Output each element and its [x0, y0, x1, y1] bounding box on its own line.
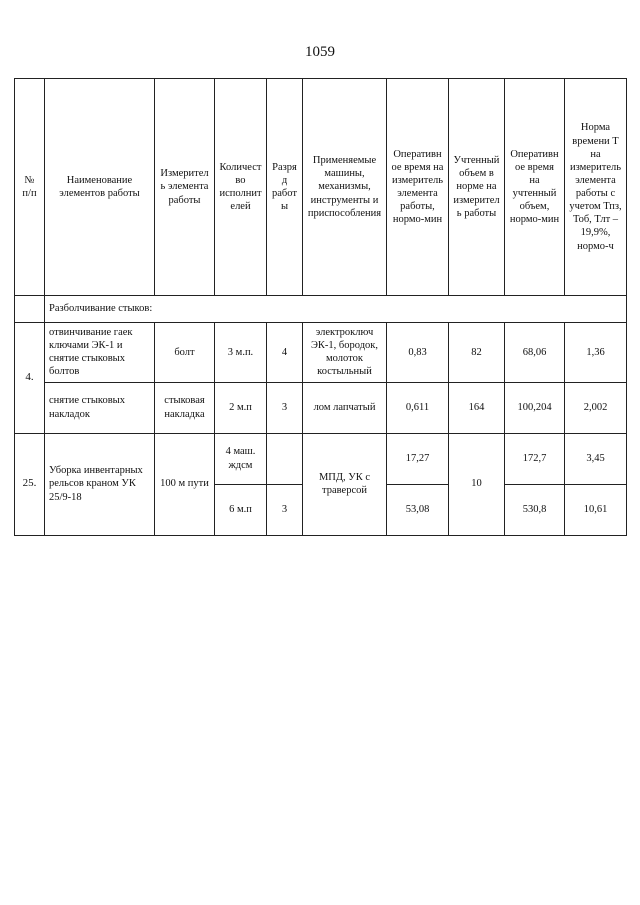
cell-op-time-volume: 172,7	[505, 433, 565, 484]
section-label: Разболчивание стыков:	[45, 296, 627, 323]
cell-machines: МПД, УК с траверсой	[303, 433, 387, 535]
cell-machines: электроключ ЭК-1, бородок, молоток костыльный	[303, 323, 387, 383]
cell-volume: 10	[449, 433, 505, 535]
header-machines: Применяемые машины, механизмы, инструменты и приспособления	[303, 79, 387, 296]
cell-op-time: 0,611	[387, 382, 449, 433]
section-row	[15, 296, 627, 323]
cell-op-time: 17,27	[387, 433, 449, 484]
header-op-time-volume: Оперативное время на учтенный объем, нормо-мин	[505, 79, 565, 296]
cell-name: снятие стыковых накладок	[45, 382, 155, 433]
cell-op-time-volume: 100,204	[505, 382, 565, 433]
page-number: 1059	[305, 44, 335, 60]
cell-grade: 4	[267, 323, 303, 383]
section-num-cell	[15, 296, 45, 323]
cell-op-time: 0,83	[387, 323, 449, 383]
header-name: Наименование элементов работы	[45, 79, 155, 296]
header-unit: Измеритель элемента работы	[155, 79, 215, 296]
cell-op-time-volume: 530,8	[505, 484, 565, 535]
table-row	[15, 323, 627, 383]
header-num: № п/п	[15, 79, 45, 296]
cell-workers: 2 м.п	[215, 382, 267, 433]
cell-num: 25.	[15, 433, 45, 535]
cell-unit: 100 м пути	[155, 433, 215, 535]
header-op-time: Оперативное время на измеритель элемента работы, нормо-мин	[387, 79, 449, 296]
cell-machines: лом лапчатый	[303, 382, 387, 433]
cell-volume: 82	[449, 323, 505, 383]
cell-grade: 3	[267, 382, 303, 433]
header-row	[15, 79, 627, 296]
cell-workers: 3 м.п.	[215, 323, 267, 383]
cell-norm: 1,36	[565, 323, 627, 383]
cell-name: отвинчивание гаек ключами ЭК-1 и снятие стыковых болтов	[45, 323, 155, 383]
header-workers: Количество исполнителей	[215, 79, 267, 296]
table-row	[15, 382, 627, 433]
cell-name: Уборка инвентарных рельсов краном УК 25/9-18	[45, 433, 155, 535]
cell-unit: болт	[155, 323, 215, 383]
header-volume: Учтенный объем в норме на измеритель работы	[449, 79, 505, 296]
cell-volume: 164	[449, 382, 505, 433]
cell-norm: 2,002	[565, 382, 627, 433]
cell-grade: 3	[267, 484, 303, 535]
cell-norm: 10,61	[565, 484, 627, 535]
cell-workers: 6 м.п	[215, 484, 267, 535]
table-row	[15, 433, 627, 484]
cell-num: 4.	[15, 323, 45, 434]
cell-grade	[267, 433, 303, 484]
cell-norm: 3,45	[565, 433, 627, 484]
cell-workers: 4 маш. ждсм	[215, 433, 267, 484]
cell-op-time: 53,08	[387, 484, 449, 535]
header-grade: Разряд работы	[267, 79, 303, 296]
norms-table	[14, 78, 627, 536]
cell-unit: стыковая накладка	[155, 382, 215, 433]
header-norm: Норма времени Т на измеритель элемента работы с учетом Тпз, Тоб, Тлт – 19,9%, нормо-ч	[565, 79, 627, 296]
cell-op-time-volume: 68,06	[505, 323, 565, 383]
